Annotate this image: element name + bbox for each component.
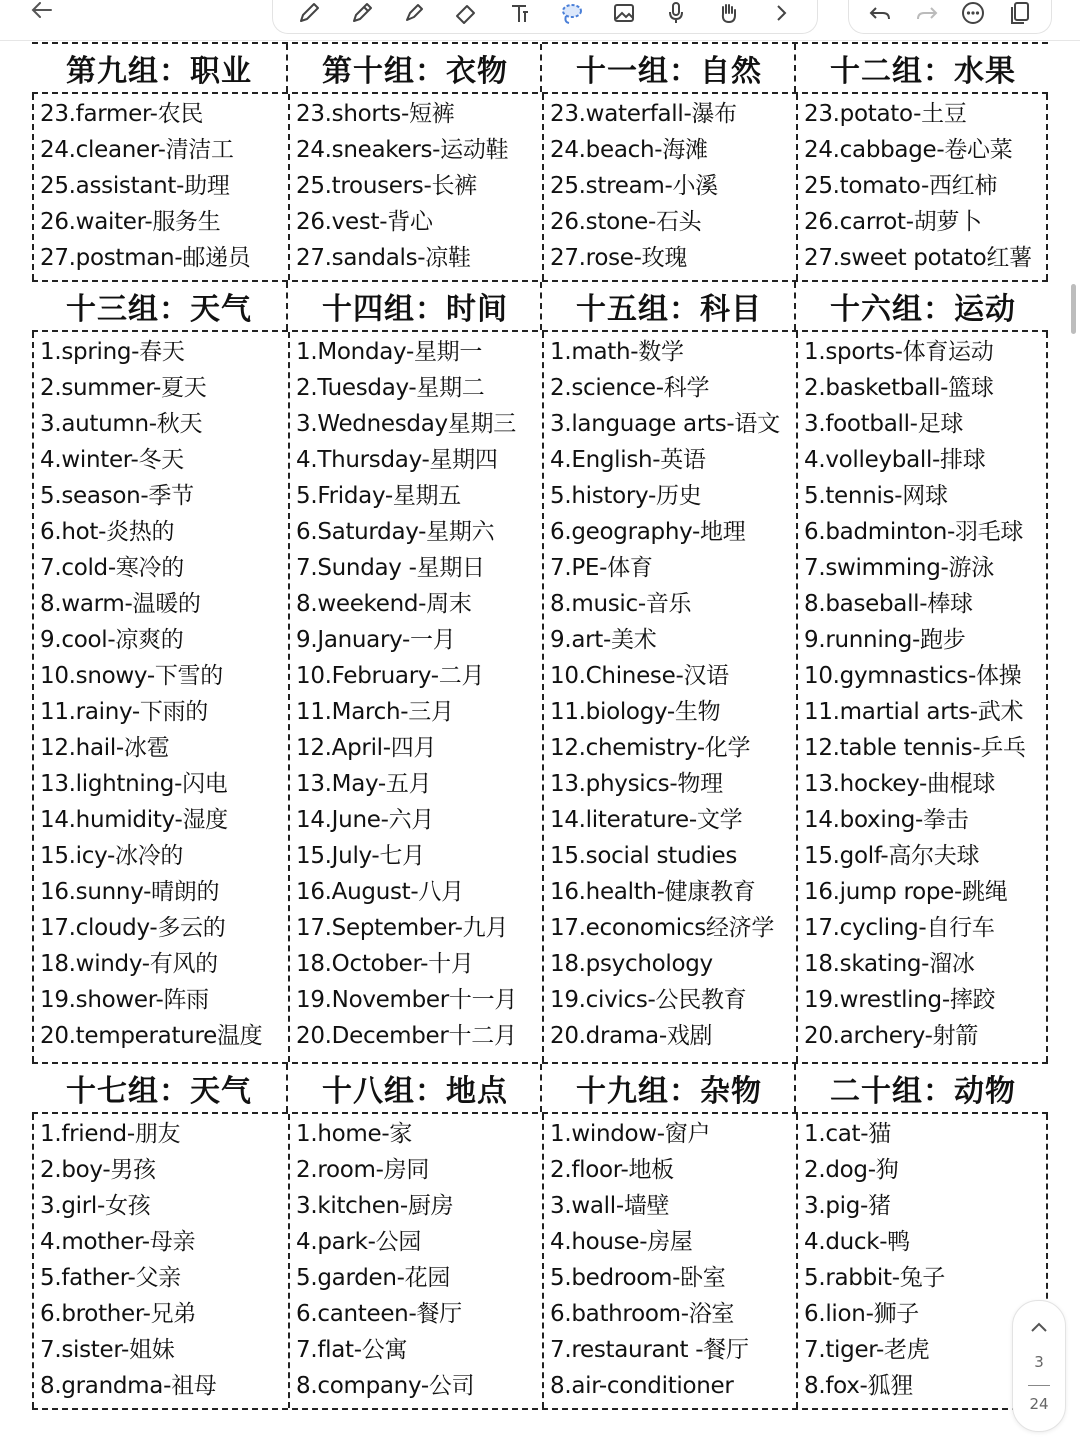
vocab-entry: 8.warm-温暖的 [40,591,201,617]
lasso-icon [558,0,584,26]
group-title: 二十组：动物 [794,1064,1050,1112]
vocab-entry: 23.waterfall-瀑布 [550,101,737,127]
chevron-up-icon[interactable] [1027,1317,1051,1337]
vocab-entry: 6.canteen-餐厅 [296,1301,462,1327]
vocab-entry: 6.bathroom-浴室 [550,1301,735,1327]
word-list-column [288,1114,542,1408]
group-title: 十四组：时间 [286,282,542,330]
group-header-row [32,1062,1048,1114]
vocab-entry: 3.language arts-语文 [550,411,780,437]
more-icon [960,0,986,26]
vocab-entry: 5.tennis-网球 [804,483,948,509]
more-tools-button[interactable] [766,0,796,26]
vocab-entry: 4.winter-冬天 [40,447,184,473]
vocab-entry: 18.windy-有风的 [40,951,218,977]
group-title: 十五组：科目 [540,282,796,330]
vocab-entry: 1.friend-朋友 [40,1121,181,1147]
vocab-entry: 4.duck-鸭 [804,1229,910,1255]
vocab-entry: 14.literature-文学 [550,807,743,833]
vocab-entry: 23.shorts-短裤 [296,101,455,127]
vocab-entry: 3.kitchen-厨房 [296,1193,454,1219]
vocab-entry: 2.summer-夏天 [40,375,207,401]
vocab-entry: 3.pig-猪 [804,1193,891,1219]
group-title: 十三组：天气 [66,292,252,327]
vocab-entry: 10.Chinese-汉语 [550,663,729,689]
vocab-entry: 1.window-窗户 [550,1121,711,1147]
highlighter-icon [401,0,427,26]
vocab-entry: 12.April-四月 [296,735,437,761]
group-body-row [32,1114,1048,1408]
vocab-entry: 15.July-七月 [296,843,425,869]
vocab-entry: 23.farmer-农民 [40,101,204,127]
hand-tool-button[interactable] [713,0,743,26]
vocab-entry: 5.bedroom-卧室 [550,1265,726,1291]
redo-icon [914,0,940,26]
scrollbar-thumb[interactable] [1071,284,1076,334]
vocab-entry: 2.boy-男孩 [40,1157,156,1183]
vocab-entry: 8.company-公司 [296,1373,475,1399]
vocab-entry: 1.sports-体育运动 [804,339,994,365]
vocab-entry: 7.cold-寒冷的 [40,555,184,581]
vocab-entry: 8.air-conditioner [550,1373,734,1399]
toolbar-divider [0,40,1080,41]
vocab-entry: 17.September-九月 [296,915,509,941]
vocab-entry: 27.sweet potato红薯 [804,245,1032,271]
pages-icon [1007,0,1033,26]
vocab-entry: 6.lion-狮子 [804,1301,919,1327]
vocab-entry: 9.running-跑步 [804,627,966,653]
vocab-entry: 10.February-二月 [296,663,485,689]
vocab-entry: 24.sneakers-运动鞋 [296,137,509,163]
vocab-entry: 13.physics-物理 [550,771,723,797]
vocab-entry: 4.Thursday-星期四 [296,447,498,473]
vocab-entry: 7.sister-姐妹 [40,1337,175,1363]
group-header-row [32,280,1048,332]
vocab-entry: 3.Wednesday星期三 [296,411,516,437]
vocab-entry: 26.carrot-胡萝卜 [804,209,982,235]
vocab-entry: 8.music-音乐 [550,591,692,617]
vocab-entry: 11.martial arts-武术 [804,699,1024,725]
vocab-entry: 15.golf-高尔夫球 [804,843,980,869]
redo-button[interactable] [912,0,942,26]
page-separator [1028,1385,1050,1386]
vocab-entry: 13.May-五月 [296,771,432,797]
vocab-entry: 7.tiger-老虎 [804,1337,930,1363]
group-title: 第九组：职业 [66,54,252,89]
vocab-entry: 27.postman-邮递员 [40,245,251,271]
word-list-column [34,94,288,280]
vocab-entry: 1.spring-春天 [40,339,185,365]
vocab-entry: 2.dog-狗 [804,1157,899,1183]
vocab-entry: 13.lightning-闪电 [40,771,228,797]
vocab-entry: 7.Sunday -星期日 [296,555,485,581]
vocab-entry: 25.trousers-长裤 [296,173,477,199]
vocab-entry: 19.shower-阵雨 [40,987,209,1013]
vocab-entry: 16.health-健康教育 [550,879,756,905]
vocab-entry: 11.March-三月 [296,699,454,725]
vocab-entry: 24.cleaner-清洁工 [40,137,234,163]
vocab-entry: 9.art-美术 [550,627,657,653]
vocab-entry: 14.June-六月 [296,807,434,833]
vocab-entry: 23.potato-土豆 [804,101,967,127]
vocab-entry: 9.cool-凉爽的 [40,627,184,653]
vocab-entry: 12.hail-冰雹 [40,735,170,761]
vocab-entry: 19.civics-公民教育 [550,987,747,1013]
group-title: 十八组：地点 [286,1064,542,1112]
back-button[interactable] [22,0,62,24]
lasso-tool-button[interactable] [556,0,586,26]
top-toolbar [0,0,1080,40]
action-tools [848,0,1052,34]
vocab-entry: 4.volleyball-排球 [804,447,986,473]
vocab-entry: 18.skating-溜冰 [804,951,975,977]
image-tool-button[interactable] [609,0,639,26]
vocab-entry: 24.cabbage-卷心菜 [804,137,1013,163]
hand-icon [715,0,741,26]
pen-tool-button[interactable] [294,0,324,26]
vocab-entry: 20.December十二月 [296,1023,517,1049]
eraser-icon [453,0,479,26]
vocab-entry: 3.girl-女孩 [40,1193,151,1219]
group-title: 第十组：衣物 [286,44,542,92]
vocab-entry: 5.rabbit-兔子 [804,1265,946,1291]
drawing-tools [272,0,818,34]
vocab-entry: 2.science-科学 [550,375,710,401]
vocab-entry: 2.floor-地板 [550,1157,674,1183]
pencil-icon [349,0,375,26]
vocab-entry: 6.badminton-羽毛球 [804,519,1024,545]
vocab-entry: 27.sandals-凉鞋 [296,245,471,271]
vocab-entry: 3.football-足球 [804,411,964,437]
vocab-entry: 26.stone-石头 [550,209,702,235]
group-title: 十七组：天气 [66,1074,252,1109]
vocab-entry: 16.August-八月 [296,879,464,905]
vocab-entry: 1.math-数学 [550,339,684,365]
text-tool-button[interactable] [504,0,534,26]
total-pages: 24 [1029,1395,1049,1413]
group-title: 十九组：杂物 [540,1064,796,1112]
vocab-entry: 4.park-公园 [296,1229,422,1255]
microphone-tool-button[interactable] [661,0,691,26]
group-title: 十一组：自然 [540,44,796,92]
vocab-entry: 15.social studies [550,843,738,869]
pencil-tool-button[interactable] [347,0,377,26]
vocab-entry: 2.Tuesday-星期二 [296,375,485,401]
vocab-entry: 20.temperature温度 [40,1023,263,1049]
vocab-entry: 4.house-房屋 [550,1229,693,1255]
pages-button[interactable] [1005,0,1035,26]
vocab-entry: 8.grandma-祖母 [40,1373,217,1399]
current-page: 3 [1034,1353,1044,1371]
vocab-entry: 8.baseball-棒球 [804,591,973,617]
vocab-entry: 5.garden-花园 [296,1265,451,1291]
vocab-entry: 13.hockey-曲棍球 [804,771,996,797]
vocab-entry: 15.icy-冰冷的 [40,843,184,869]
text-icon [506,0,532,26]
more-button[interactable] [958,0,988,26]
word-list-column [796,94,1050,280]
group-title: 十六组：运动 [794,282,1050,330]
vocab-entry: 7.swimming-游泳 [804,555,994,581]
vocab-entry: 19.wrestling-摔跤 [804,987,996,1013]
vocab-entry: 3.wall-墙壁 [550,1193,670,1219]
vocab-entry: 20.archery-射箭 [804,1023,979,1049]
vocab-entry: 6.hot-炎热的 [40,519,175,545]
word-list-column [542,94,796,280]
word-list-column [34,1114,288,1408]
group-title: 十二组：水果 [794,44,1050,92]
vocab-entry: 17.cloudy-多云的 [40,915,226,941]
vocab-entry: 6.Saturday-星期六 [296,519,495,545]
vocab-entry: 26.vest-背心 [296,209,433,235]
vocab-entry: 27.rose-玫瑰 [550,245,688,271]
vocab-entry: 5.father-父亲 [40,1265,181,1291]
grid-bottom-border [32,1408,1048,1410]
vocab-entry: 12.chemistry-化学 [550,735,751,761]
microphone-icon [663,0,689,26]
vocab-entry: 1.home-家 [296,1121,413,1147]
vocab-entry: 4.English-英语 [550,447,706,473]
vocab-entry: 6.brother-兄弟 [40,1301,196,1327]
highlighter-tool-button[interactable] [399,0,429,26]
vocab-entry: 6.geography-地理 [550,519,746,545]
vocab-entry: 25.tomato-西红柿 [804,173,998,199]
image-icon [611,0,637,26]
word-list-column [796,332,1050,1062]
undo-button[interactable] [865,0,895,26]
vocab-entry: 5.season-季节 [40,483,194,509]
vocab-entry: 10.gymnastics-体操 [804,663,1022,689]
vocab-entry: 25.stream-小溪 [550,173,718,199]
vocab-entry: 7.restaurant -餐厅 [550,1337,749,1363]
vocab-entry: 11.rainy-下雨的 [40,699,209,725]
vocab-entry: 17.economics经济学 [550,915,775,941]
group-body-row [32,332,1048,1062]
vocab-entry: 1.cat-猫 [804,1121,891,1147]
vocab-entry: 11.biology-生物 [550,699,721,725]
vocab-entry: 7.PE-体育 [550,555,653,581]
pen-icon [296,0,322,26]
word-list-column [288,332,542,1062]
vocab-entry: 16.jump rope-跳绳 [804,879,1008,905]
vocab-entry: 14.humidity-湿度 [40,807,228,833]
vocab-entry: 3.autumn-秋天 [40,411,203,437]
word-list-column [542,332,796,1062]
vocab-entry: 24.beach-海滩 [550,137,708,163]
group-header-row [32,42,1048,94]
vocab-entry: 16.sunny-晴朗的 [40,879,220,905]
vocab-entry: 1.Monday-星期一 [296,339,483,365]
undo-icon [867,0,893,26]
vocab-entry: 9.January-一月 [296,627,456,653]
vocab-entry: 18.October-十月 [296,951,474,977]
vocab-entry: 5.Friday-星期五 [296,483,461,509]
vocab-entry: 10.snowy-下雪的 [40,663,223,689]
vocab-entry: 20.drama-戏剧 [550,1023,713,1049]
eraser-tool-button[interactable] [451,0,481,26]
vocab-entry: 8.fox-狐狸 [804,1373,913,1399]
vocab-entry: 2.basketball-篮球 [804,375,994,401]
vocab-entry: 5.history-历史 [550,483,702,509]
vocab-entry: 14.boxing-拳击 [804,807,969,833]
vocab-entry: 19.November十一月 [296,987,518,1013]
vocab-entry: 26.waiter-服务生 [40,209,221,235]
vocab-entry: 2.room-房同 [296,1157,430,1183]
vocab-entry: 4.mother-母亲 [40,1229,196,1255]
vocab-entry: 8.weekend-周末 [296,591,472,617]
word-list-column [542,1114,796,1408]
chevron-right-icon [768,0,794,26]
vocab-entry: 18.psychology [550,951,713,977]
word-list-column [34,332,288,1062]
word-list-column [288,94,542,280]
vocab-entry: 7.flat-公寓 [296,1337,408,1363]
vocab-entry: 17.cycling-自行车 [804,915,995,941]
vocab-entry: 25.assistant-助理 [40,173,230,199]
page-indicator[interactable] [1012,1300,1066,1432]
arrow-left-icon [29,2,55,22]
group-body-row [32,94,1048,280]
vocab-entry: 12.table tennis-乒乓 [804,735,1026,761]
